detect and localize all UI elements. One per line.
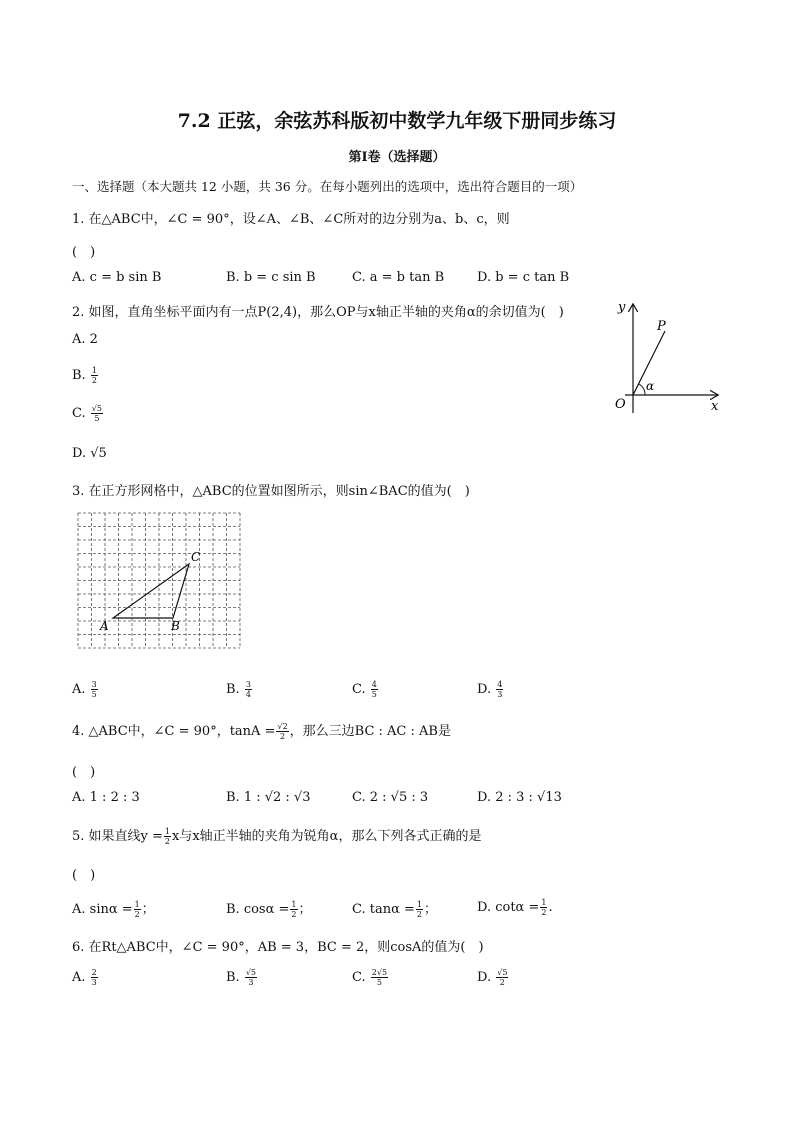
q1-option-d: D. b = c tan B xyxy=(477,270,570,285)
angle-arc xyxy=(639,384,645,395)
q2-stem: 2. 如图，直角坐标平面内有一点P(2,4)，那么OP与x轴正半轴的夹角α的余切值为( ) xyxy=(72,305,564,320)
vertex-a-label: A xyxy=(100,619,109,633)
point-p-label: P xyxy=(657,319,666,334)
q6-option-b: B. $\frac{√5}{3}$ xyxy=(226,968,257,987)
q4-option-d: D. 2 : 3 : √13 xyxy=(477,790,562,805)
q3-option-c: C. $\frac{4}{5}$ xyxy=(352,680,377,699)
q1-answer-paren: ( ) xyxy=(72,245,96,260)
q5-option-a: A. sinα = $\frac{1}{2}$ ； xyxy=(72,900,155,919)
q6-stem: 6. 在Rt△ABC中，∠C = 90°，AB = 3，BC = 2，则cosA的值为( ) xyxy=(72,940,484,955)
q6-option-a: A. $\frac{2}{3}$ xyxy=(72,968,97,987)
q3-grid-figure xyxy=(76,511,248,657)
q2-option-d: D. √5 xyxy=(72,446,107,461)
q6-option-c: C. $\frac{2√5}{5}$ xyxy=(352,968,388,987)
q2-option-b-label: B. xyxy=(72,368,86,383)
q3-option-b: B. $\frac{3}{4}$ xyxy=(226,680,251,699)
q1-stem: 1. 在△ABC中，∠C = 90°，设∠A、∠B、∠C所对的边分别为a、b、c，则 xyxy=(72,212,510,227)
q5-option-c: C. tanα = $\frac{1}{2}$ ； xyxy=(352,900,438,919)
q5-stem: 5. 如果直线y = $\frac{1}{2}$ x与x轴正半轴的夹角为锐角α，那么下列各式正确的是 xyxy=(72,827,482,846)
q4-stem: 4. △ABC中，∠C = 90°，tanA = $\frac{√2}{2}$ ，那么三边BC : AC : AB是 xyxy=(72,722,451,741)
x-axis-label: x xyxy=(711,399,719,414)
q1-option-a: A. c = b sin B xyxy=(72,270,162,285)
q3-option-a: A. $\frac{3}{5}$ xyxy=(72,680,97,699)
y-axis-label: y xyxy=(618,300,626,315)
q2-option-a: A. 2 xyxy=(72,332,98,347)
q6-option-d: D. $\frac{√5}{2}$ xyxy=(477,968,508,987)
q2-option-c xyxy=(72,404,104,423)
triangle-abc xyxy=(113,564,189,618)
q4-option-b: B. 1 : √2 : √3 xyxy=(226,790,311,805)
q2-coordinate-figure xyxy=(605,295,735,420)
q5-option-d: D. cotα = $\frac{1}{2}$ . xyxy=(477,898,553,917)
q4-option-a: A. 1 : 2 : 3 xyxy=(72,790,140,805)
q2-option-b-fraction: $\frac{1}{2}$ xyxy=(91,366,97,385)
q2-option-b xyxy=(72,366,99,385)
q5-fraction: $\frac{1}{2}$ xyxy=(164,827,170,846)
q4-option-c: C. 2 : √5 : 3 xyxy=(352,790,429,805)
origin-label: O xyxy=(615,397,626,412)
q5-option-b: B. cosα = $\frac{1}{2}$ ； xyxy=(226,900,312,919)
q2-option-c-label: C. xyxy=(72,406,86,421)
q2-option-c-fraction: $\frac{√5}{5}$ xyxy=(91,404,102,423)
q3-stem: 3. 在正方形网格中，△ABC的位置如图所示，则sin∠BAC的值为( ) xyxy=(72,484,470,499)
q3-option-d: D. $\frac{4}{3}$ xyxy=(477,680,503,699)
q4-fraction: $\frac{√2}{2}$ xyxy=(277,722,288,741)
vertex-b-label: B xyxy=(171,619,180,633)
q1-option-b: B. b = c sin B xyxy=(226,270,316,285)
q1-option-c: C. a = b tan B xyxy=(352,270,445,285)
q4-answer-paren: ( ) xyxy=(72,765,96,780)
alpha-label: α xyxy=(646,379,655,393)
vertex-c-label: C xyxy=(191,550,201,564)
q5-answer-paren: ( ) xyxy=(72,868,96,883)
volume-subtitle: 第Ⅰ卷（选择题） xyxy=(348,150,446,165)
page-title: 7.2 正弦，余弦苏科版初中数学九年级下册同步练习 xyxy=(177,110,617,132)
section-heading: 一、选择题（本大题共 12 小题，共 36 分。在每小题列出的选项中，选出符合题目的一项） xyxy=(72,179,583,194)
